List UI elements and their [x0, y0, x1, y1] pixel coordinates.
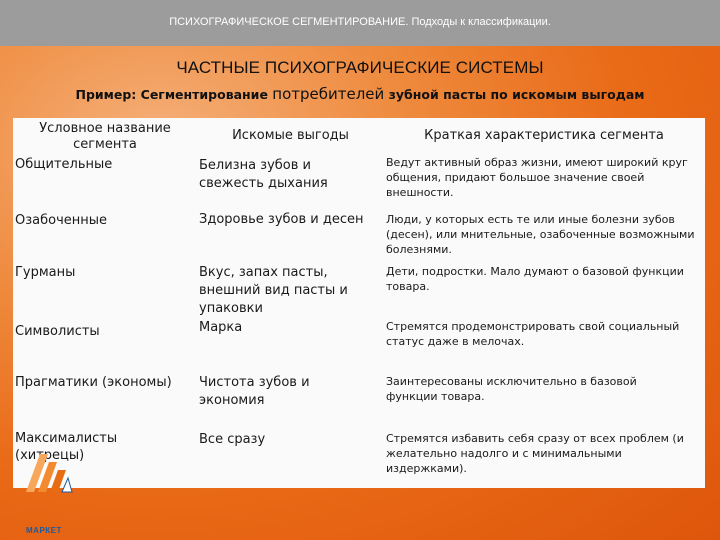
- header-benefit: Искомые выгоды: [232, 128, 349, 143]
- slide: [0, 46, 720, 540]
- table-row-4-benefit: Марка: [199, 320, 243, 335]
- table-row-5-benefit: Чистота зубов и экономия: [199, 375, 310, 408]
- table-row-2-benefit: Здоровье зубов и десен: [199, 212, 364, 227]
- table-row-1-benefit: Белизна зубов и свежесть дыхания: [199, 158, 328, 191]
- header-segment: Условное название сегмента: [39, 121, 171, 152]
- table-row-2-description: Люди, у которых есть те или иные болезни зубов (десен), или мнительные, озабоченные возможными болезнями.: [386, 213, 695, 256]
- table-row-4-description: Стремятся продемонстрировать свой социальный статус даже в мелочах.: [386, 320, 680, 348]
- subtitle-highlight: потребителей: [272, 85, 385, 103]
- subtitle-pre: Пример: Сегментирование: [75, 87, 273, 102]
- table-row-1-description: Ведут активный образ жизни, имеют широкий круг общения, придают большое значение своей внешности.: [386, 156, 688, 199]
- table-row-5-segment: Прагматики (экономы): [15, 375, 172, 390]
- table-row-3-segment: Гурманы: [15, 265, 76, 280]
- header-title: ПСИХОГРАФИЧЕСКОЕ СЕГМЕНТИРОВАНИЕ. Подходы к классификации.: [169, 16, 551, 28]
- market-logo-icon: [22, 448, 74, 496]
- table-row-1-segment: Общительные: [15, 157, 113, 172]
- header-bar: [0, 0, 720, 46]
- logo-text: МАРКЕТ: [26, 526, 62, 535]
- table-row-6-segment: Максималисты (хитрецы): [15, 431, 118, 463]
- slide-subtitle: [0, 85, 720, 103]
- header-description: Краткая характеристика сегмента: [424, 128, 664, 143]
- table-row-3-description: Дети, подростки. Мало думают о базовой функции товара.: [386, 265, 684, 293]
- table-row-2-segment: Озабоченные: [15, 213, 108, 228]
- table-row-6-description: Стремятся избавить себя сразу от всех проблем (и желательно надолго и с минимальными издержками).: [386, 432, 684, 475]
- table-row-6-benefit: Все сразу: [199, 432, 266, 447]
- table-row-5-description: Заинтересованы исключительно в базовой функции товара.: [386, 375, 637, 403]
- segments-table: [13, 118, 705, 488]
- subtitle-post: зубной пасты по искомым выгодам: [384, 87, 645, 102]
- table-row-4-segment: Символисты: [15, 324, 100, 339]
- slide-title: ЧАСТНЫЕ ПСИХОГРАФИЧЕСКИЕ СИСТЕМЫ: [176, 58, 544, 77]
- table-row-3-benefit: Вкус, запах пасты, внешний вид пасты и упаковки: [199, 265, 348, 316]
